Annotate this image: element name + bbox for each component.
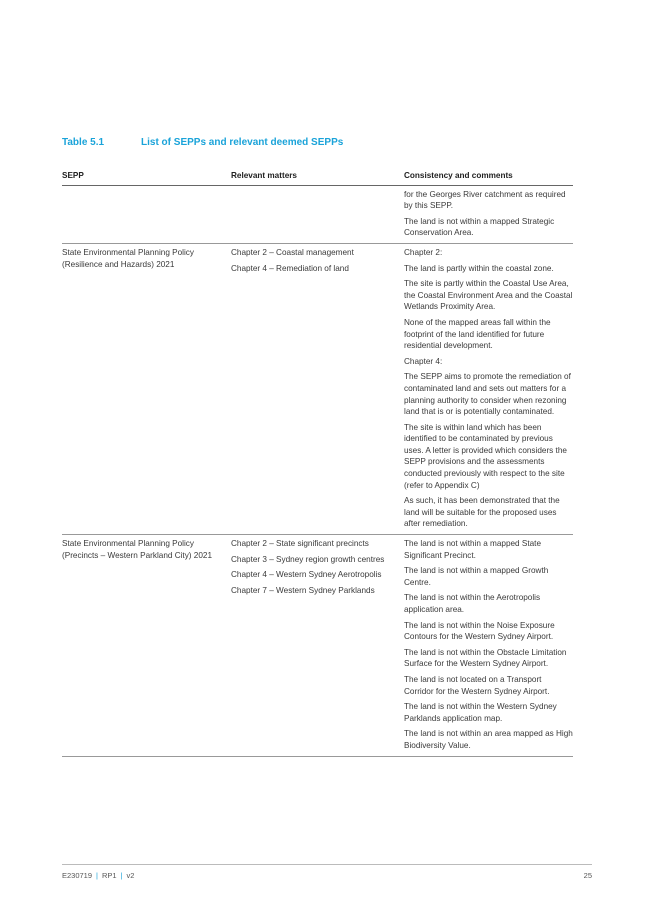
cell-comments bbox=[404, 535, 573, 757]
comment-paragraph: The land is not within the Obstacle Limitation Surface for the Western Sydney Airport. bbox=[404, 647, 567, 669]
footer-page-number: 25 bbox=[583, 871, 592, 880]
table-header-row bbox=[62, 170, 573, 185]
comment-paragraph: The land is not within an area mapped as High Biodiversity Value. bbox=[404, 729, 573, 750]
table-row bbox=[62, 243, 573, 534]
cell-sepp: State Environmental Planning Policy (Resilience and Hazards) 2021 bbox=[62, 243, 231, 534]
header-relevant-matters: Relevant matters bbox=[231, 170, 404, 185]
comment-paragraph: The site is partly within the Coastal Use Area, the Coastal Environment Area and the Coastal Wetlands Proximity Area. bbox=[404, 279, 573, 312]
comment-paragraph: for the Georges River catchment as required by this SEPP. bbox=[404, 189, 566, 211]
comment-paragraph: Chapter 4: bbox=[404, 356, 443, 366]
footer-report: RP1 bbox=[101, 871, 117, 880]
cell-comments bbox=[404, 243, 573, 534]
comment-paragraph: None of the mapped areas fall within the footprint of the land identified for future residential development. bbox=[404, 317, 551, 351]
relevant-matter: Chapter 2 – State significant precincts bbox=[231, 539, 369, 549]
relevant-matter: Chapter 4 – Remediation of land bbox=[231, 263, 349, 273]
header-sepp: SEPP bbox=[62, 170, 231, 185]
relevant-matter: Chapter 7 – Western Sydney Parklands bbox=[231, 585, 375, 595]
table-row bbox=[62, 535, 573, 757]
footer-version: v2 bbox=[126, 871, 135, 880]
header-consistency-comments: Consistency and comments bbox=[404, 170, 573, 185]
footer-separator: | bbox=[96, 871, 98, 880]
cell-sepp bbox=[62, 185, 231, 243]
comment-paragraph: The land is not within the Noise Exposure Contours for the Western Sydney Airport. bbox=[404, 620, 555, 642]
comment-paragraph: The land is not within a mapped Growth Centre. bbox=[404, 566, 549, 587]
relevant-matter: Chapter 2 – Coastal management bbox=[231, 247, 354, 257]
comment-paragraph: The SEPP aims to promote the remediation of contaminated land and sets out matters for a planning authority to consider when rezoning land that is or is potentially contaminated. bbox=[404, 372, 571, 417]
table-caption bbox=[62, 137, 343, 148]
cell-sepp: State Environmental Planning Policy (Precincts – Western Parkland City) 2021 bbox=[62, 535, 231, 757]
cell-relevant-matters bbox=[231, 243, 404, 534]
comment-paragraph: The land is not within the Aerotropolis application area. bbox=[404, 593, 541, 614]
sepp-table bbox=[62, 170, 573, 757]
footer-doc-id: E230719 bbox=[62, 871, 93, 880]
comment-paragraph: The land is not within a mapped Strategic Conservation Area. bbox=[404, 216, 555, 238]
comment-paragraph: The land is not within the Western Sydney Parklands application map. bbox=[404, 702, 557, 723]
comment-paragraph: The land is not within a mapped State Significant Precinct. bbox=[404, 539, 541, 560]
comment-paragraph: The site is within land which has been identified to be contaminated by previous uses. A letter is provided which considers the SEPP provisions and the assessments conducted previously with respect to the site (refer to Appendix C) bbox=[404, 422, 567, 490]
cell-comments bbox=[404, 185, 573, 243]
cell-relevant-matters bbox=[231, 535, 404, 757]
table-title: List of SEPPs and relevant deemed SEPPs bbox=[141, 137, 344, 148]
comment-paragraph: Chapter 2: bbox=[404, 247, 443, 257]
footer-doc-info bbox=[62, 871, 134, 880]
table-number: Table 5.1 bbox=[62, 137, 105, 148]
cell-relevant-matters bbox=[231, 185, 404, 243]
comment-paragraph: The land is partly within the coastal zone. bbox=[404, 263, 554, 273]
footer-rule bbox=[62, 864, 592, 865]
comment-paragraph: As such, it has been demonstrated that the land will be suitable for the proposed uses after remediation. bbox=[404, 496, 560, 529]
footer-separator: | bbox=[120, 871, 123, 880]
comment-paragraph: The land is not located on a Transport Corridor for the Western Sydney Airport. bbox=[404, 674, 550, 696]
table-row bbox=[62, 185, 573, 243]
relevant-matter: Chapter 3 – Sydney region growth centres bbox=[231, 554, 385, 564]
relevant-matter: Chapter 4 – Western Sydney Aerotropolis bbox=[231, 570, 382, 580]
table-body bbox=[62, 185, 573, 756]
